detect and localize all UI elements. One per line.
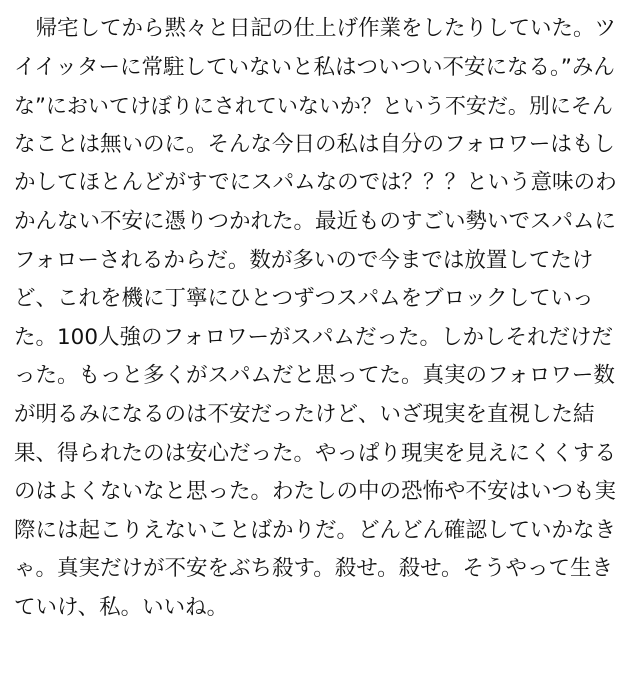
text-line-15: ゃ。真実だけが不安をぶち殺す。殺せ。殺せ。そうやって生き [14, 556, 613, 582]
text-line-2: イイッターに常駐していないと私はついつい不安になる。”みん [14, 54, 615, 80]
text-line-13: のはよくないなと思った。わたしの中の恐怖や不安はいつも実 [14, 479, 617, 505]
text-line-10: った。もっと多くがスパムだと思ってた。真実のフォロワー数 [14, 363, 615, 389]
text-line-16: ていけ、私。いいね。 [14, 594, 229, 620]
text-line-14: 際には起こりえないことばかりだ。どんどん確認していかなき [14, 517, 617, 543]
text-line-4: なことは無いのに。そんな今日の私は自分のフォロワーはもし [14, 131, 615, 157]
text-line-3: な”においてけぼりにされていないか？という不安だ。別にそん [14, 94, 613, 119]
text-line-8: ど、これを機に丁寧にひとつずつスパムをブロックしていっ [14, 286, 594, 312]
text-line-5: かしてほとんどがすでにスパムなのでは？？？という意味のわ [14, 170, 617, 196]
text-line-9: た。100人強のフォロワーがスパムだった。しかしそれだけだ [14, 324, 613, 350]
text-line-11: が明るみになるのは不安だったけど、いざ現実を直視した結 [14, 401, 595, 427]
diary-text-block [14, 10, 618, 628]
text-line-1: 帰宅してから黙々と日記の仕上げ作業をしたりしていた。ツ [14, 16, 617, 41]
text-line-7: フォローされるからだ。数が多いので今までは放置してたけ [14, 247, 594, 273]
text-line-12: 果、得られたのは安心だった。やっぱり現実を見えにくくする [14, 440, 617, 466]
text-line-6: かんない不安に憑りつかれた。最近ものすごい勢いでスパムに [14, 208, 617, 234]
